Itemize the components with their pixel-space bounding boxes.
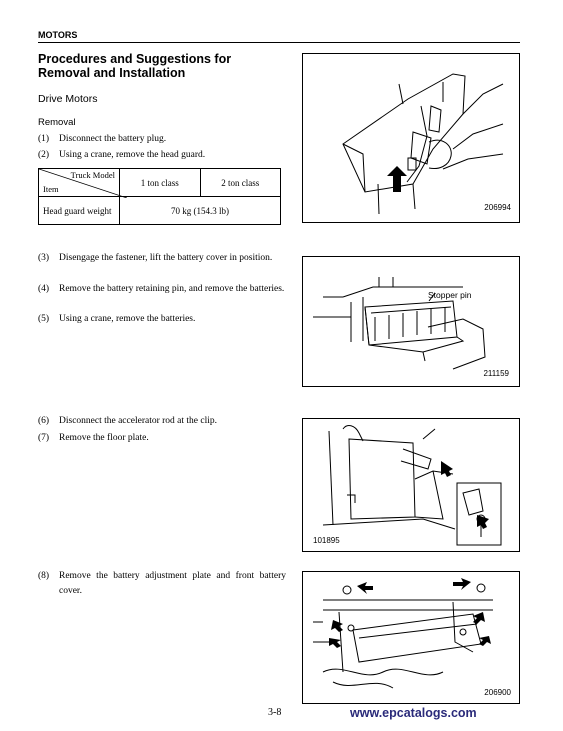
figure-head-guard bbox=[302, 53, 520, 223]
step-1 bbox=[38, 132, 286, 147]
row-label: Head guard weight bbox=[39, 197, 120, 225]
step-4 bbox=[38, 282, 286, 297]
figure-number: 206994 bbox=[484, 203, 511, 212]
column-header: 1 ton class bbox=[120, 169, 201, 197]
step-number: (1) bbox=[38, 134, 50, 144]
step-3 bbox=[38, 251, 286, 266]
column-header: 2 ton class bbox=[200, 169, 281, 197]
step-number: (6) bbox=[38, 416, 50, 426]
corner-header-bottom: Item bbox=[43, 184, 59, 194]
step-6 bbox=[38, 414, 286, 429]
stopper-pin-label: Stopper pin bbox=[428, 290, 472, 300]
head-guard-weight-table bbox=[38, 168, 281, 225]
step-5 bbox=[38, 312, 286, 327]
table-corner-cell bbox=[39, 169, 120, 197]
battery-illustration bbox=[303, 257, 519, 386]
figure-floor-plate bbox=[302, 418, 520, 552]
figure-stopper-pin bbox=[302, 256, 520, 387]
step-text: Using a crane, remove the batteries. bbox=[59, 314, 196, 324]
subsubheading: Removal bbox=[38, 117, 76, 128]
step-7 bbox=[38, 431, 286, 446]
figure-battery-plate bbox=[302, 571, 520, 704]
step-number: (2) bbox=[38, 150, 50, 160]
step-text: Remove the battery adjustment plate and front battery cover. bbox=[59, 571, 286, 596]
up-arrow-icon bbox=[303, 54, 519, 222]
header-rule bbox=[38, 42, 520, 43]
step-text: Using a crane, remove the head guard. bbox=[59, 150, 206, 160]
watermark: www.epcatalogs.com bbox=[350, 706, 477, 720]
arrow-icon bbox=[303, 572, 519, 703]
page-number: 3-8 bbox=[268, 707, 282, 718]
step-text: Disconnect the battery plug. bbox=[59, 134, 167, 144]
step-text: Remove the battery retaining pin, and remove the batteries. bbox=[59, 284, 285, 294]
step-number: (8) bbox=[38, 571, 50, 581]
title-line-2: Removal and Installation bbox=[38, 66, 186, 80]
figure-number: 206900 bbox=[484, 688, 511, 697]
corner-header-top: Truck Model bbox=[70, 170, 115, 180]
step-text: Disconnect the accelerator rod at the clip. bbox=[59, 416, 217, 426]
subheading: Drive Motors bbox=[38, 93, 98, 105]
step-number: (7) bbox=[38, 433, 50, 443]
step-2 bbox=[38, 148, 286, 163]
step-8 bbox=[38, 569, 286, 599]
title-line-1: Procedures and Suggestions for bbox=[38, 52, 232, 66]
section-header: MOTORS bbox=[38, 30, 78, 40]
step-number: (5) bbox=[38, 314, 50, 324]
step-text: Disengage the fastener, lift the battery cover in position. bbox=[59, 253, 273, 263]
step-number: (4) bbox=[38, 284, 50, 294]
figure-number: 101895 bbox=[313, 536, 340, 545]
arrow-icon bbox=[303, 419, 519, 551]
figure-number: 211159 bbox=[483, 369, 509, 378]
row-value: 70 kg (154.3 lb) bbox=[120, 197, 281, 225]
step-number: (3) bbox=[38, 253, 50, 263]
step-text: Remove the floor plate. bbox=[59, 433, 149, 443]
page-title bbox=[38, 52, 231, 80]
